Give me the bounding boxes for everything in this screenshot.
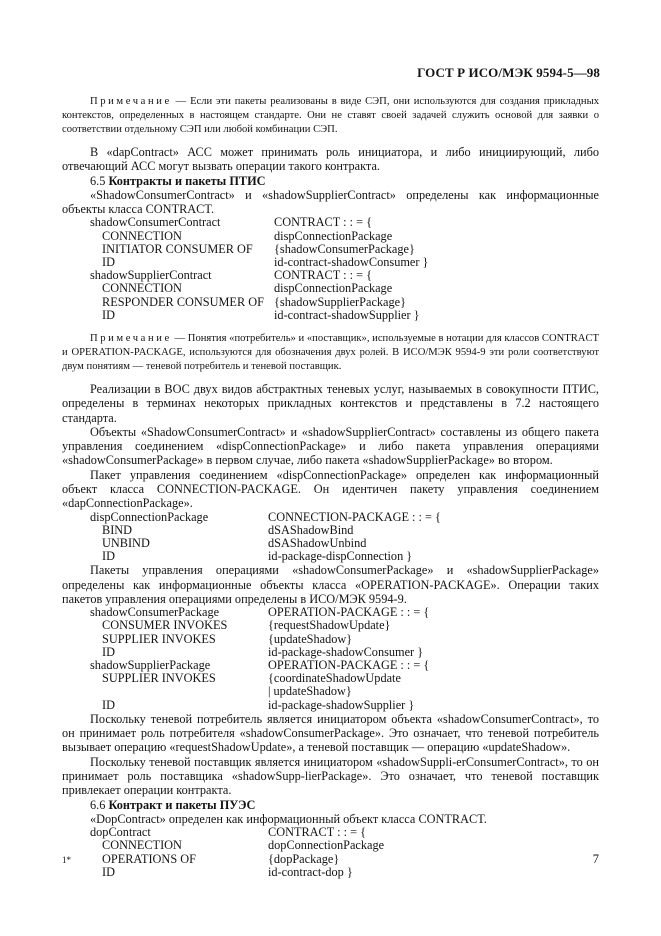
note-label: Примечание [90,332,172,344]
code-value: OPERATION-PACKAGE : : = { [268,658,430,673]
code-line [62,839,599,852]
code-line [62,511,599,524]
code-value: id-package-dispConnection } [268,549,413,564]
code-name: dopContract [90,825,151,840]
code-line [62,619,599,632]
code-field: CONNECTION [102,281,182,296]
section-number: 6.6 [90,797,106,812]
code-value: CONTRACT : : = { [274,215,373,230]
code-field: SUPPLIER INVOKES [102,671,216,686]
document-body [62,95,599,879]
code-value: CONTRACT : : = { [274,268,373,283]
section-heading-6-6 [62,798,599,812]
code-name: shadowSupplierContract [90,268,212,283]
footer-mark: 1* [62,855,71,865]
code-value: {coordinateShadowUpdate [268,671,401,686]
code-field: ID [102,549,115,564]
code-value: dopConnectionPackage [268,838,385,853]
code-value: dispConnectionPackage [274,228,393,243]
code-line [62,853,599,866]
code-value: id-package-shadowSupplier } [268,697,415,712]
code-name: dispConnectionPackage [90,509,209,524]
code-value: {shadowSupplierPackage} [274,294,407,309]
section-heading-6-5 [62,174,599,188]
paragraph: Пакеты управления операциями «shadowConsumerPackage» и «shadowSupplierPackage» определены как информационные объекты класса «OPERATION-PACKAGE». Операции таких пакетов управления операциями определены в ИСО/МЭК 9594-9. [62,563,599,606]
note-text: — Если эти пакеты реализованы в виде СЭП, они используются для создания прикладных контекстов, определенных в настоящем стандарте. Они не ставят своей задачей служить основой для заявки о соответствии отдельному СЭП или любой комбинации СЭП. [62,96,599,135]
code-value: {shadowConsumerPackage} [274,241,415,256]
code-value: dSAShadowBind [268,522,354,537]
code-line [62,866,599,879]
code-field: BIND [102,522,133,537]
code-value: OPERATION-PACKAGE : : = { [268,605,430,620]
code-value: CONNECTION-PACKAGE : : = { [268,509,441,524]
paragraph: Реализации в ВОС двух видов абстрактных теневых услуг, называемых в совокупности ПТИС, определены в терминах некоторых прикладных контекстов и представлены в 7.2 настоящего стандарта. [62,381,599,425]
code-field: ID [102,864,115,879]
code-field: ID [102,697,115,712]
section-number: 6.5 [90,173,106,188]
code-field: SUPPLIER INVOKES [102,631,216,646]
code-field: OPERATIONS OF [102,851,196,866]
code-field: CONNECTION [102,228,182,243]
paragraph: Поскольку теневой потребитель является инициатором объекта «shadowConsumerContract», то он принимает роль потребителя «shadowConsumerPackage». Это означает, что теневой потребитель вызывает операцию «requestShadowUpdate», а теневой поставщик — операцию «updateShadow». [62,711,599,755]
page-number: 7 [592,852,599,866]
asn1-block-dop-contract [62,826,599,879]
code-line [62,633,599,646]
paragraph: В «dapContract» АСС может принимать роль инициатора, и либо инициирующий, либо отвечающий АСС могут вызвать операции такого контракта. [62,145,599,174]
code-value: {updateShadow} [268,631,353,646]
note-1 [62,95,599,137]
code-value: | updateShadow} [268,684,352,699]
code-field: ID [102,644,115,659]
code-line [62,216,599,229]
paragraph: «ShadowConsumerContract» и «shadowSupplierContract» определены как информационные объекты класса CONTRACT. [62,187,599,217]
code-field: CONSUMER INVOKES [102,618,228,633]
note-text: — Понятия «потребитель» и «поставщик», используемые в нотации для классов CONTRACT и OPERATION-PACKAGE, используются для обозначения двух ролей. В ИСО/МЭК 9594-9 эти роли соответствуют двум понятиям — теневой потребитель и теневой поставщик. [62,332,599,372]
code-value: id-contract-shadowSupplier } [274,307,420,322]
section-title: Контракты и пакеты ПТИС [108,173,266,188]
code-value: id-contract-dop } [268,864,353,879]
code-name: shadowConsumerContract [90,215,221,230]
code-line [62,230,599,243]
paragraph: Поскольку теневой поставщик является инициатором «shadowSuppli-erConsumerContract», то он принимает роль поставщика «shadowSupp-lierPackage». Это означает, что теневой поставщик привлекает операции контракта. [62,754,599,798]
note-2 [62,332,599,374]
paragraph: Объекты «ShadowConsumerContract» и «shadowSupplierContract» составлены из общего пакета управления соединением «dispConnectionPackage» и либо пакета управления операциями «shadowConsumerPackage» в первом случае, либо пакета «shadowSupplierPackage» во втором. [62,424,599,468]
code-line [62,685,599,698]
paragraph: Пакет управления соединением «dispConnectionPackage» определен как информационный объект класса CONNECTION-PACKAGE. Он идентичен пакету управления соединением «dapConnectionPackage». [62,467,599,511]
asn1-block-connection-package [62,511,599,564]
code-value: {dopPackage} [268,851,340,866]
code-value: dSAShadowUnbind [268,536,367,551]
code-name: shadowSupplierPackage [90,658,211,673]
code-field: INITIATOR CONSUMER OF [102,241,253,256]
section-title: Контракт и пакеты ПУЭС [108,797,256,812]
code-value: id-contract-shadowConsumer } [274,255,429,270]
code-field: ID [102,255,115,270]
code-line [62,699,599,712]
code-field: UNBIND [102,536,150,551]
asn1-block-operation-packages [62,606,599,712]
code-line [62,309,599,322]
asn1-block-contracts [62,216,599,322]
code-line [62,282,599,295]
note-label: Примечание [90,96,172,107]
paragraph: «DopContract» определен как информационный объект класса CONTRACT. [90,811,487,826]
code-line [62,550,599,563]
code-value: id-package-shadowConsumer } [268,644,424,659]
code-name: shadowConsumerPackage [90,605,220,620]
code-value: dispConnectionPackage [274,281,393,296]
code-field: RESPONDER CONSUMER OF [102,294,264,309]
code-field: CONNECTION [102,838,182,853]
code-value: {requestShadowUpdate} [268,618,391,633]
code-value: CONTRACT : : = { [268,825,367,840]
code-line [62,296,599,309]
code-field: ID [102,307,115,322]
document-header: ГОСТ Р ИСО/МЭК 9594-5—98 [417,65,600,80]
